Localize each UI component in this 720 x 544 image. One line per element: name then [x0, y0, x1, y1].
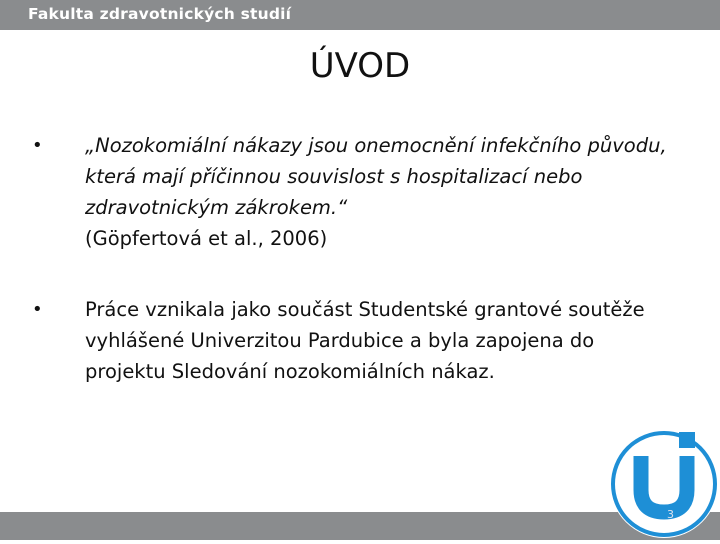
page-number: 3: [667, 508, 674, 521]
bullet-item: [30, 294, 680, 387]
bullet-dot: •: [32, 135, 43, 156]
faculty-name: Fakulta zdravotnických studií: [28, 5, 292, 23]
bullet-dot: •: [32, 299, 43, 320]
university-u-logo-icon: [608, 428, 720, 544]
project-description: Práce vznikala jako součást Studentské grantové soutěže vyhlášené Univerzitou Pardubice a byla zapojena do projektu Sledování nozokomiálních nákaz.: [85, 298, 645, 383]
citation: (Göpfertová et al., 2006): [85, 227, 328, 250]
definition-quote: „Nozokomiální nákazy jsou onemocnění infekčního původu, která mají příčinnou souvislost s hospitalizací nebo zdravotnickým zákrokem.“: [85, 134, 667, 219]
header-bar: [0, 0, 720, 30]
bullet-item: [30, 130, 680, 254]
slide-title: ÚVOD: [309, 46, 411, 86]
bullet-list: [30, 130, 680, 387]
